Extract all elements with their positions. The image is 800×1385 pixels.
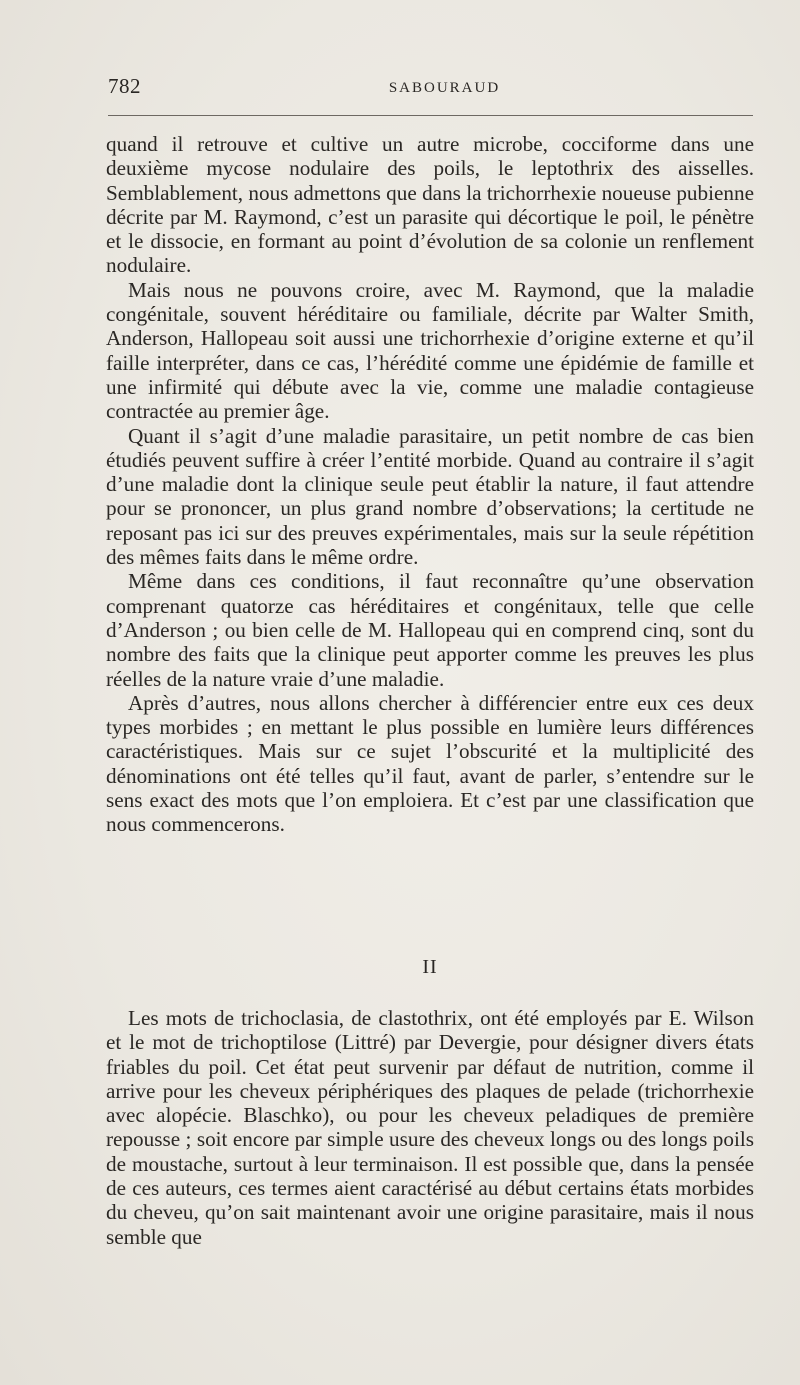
paragraph-2: Mais nous ne pouvons croire, avec M. Raymond, que la maladie congénitale, souvent héréditaire ou familiale, décrite par Walter Smith, Anderson, Hallopeau soit aussi une trichorrhexie d’origine externe et qu’il faille interpréter, dans ce cas, l’hérédité comme une épidémie de famille et une infirmité qui débute avec la vie, comme une maladie contagieuse contractée au premier âge. <box>106 277 754 424</box>
running-head: SABOURAUD <box>388 80 501 96</box>
text-block-before-section <box>106 132 754 837</box>
section-heading: II <box>422 956 438 978</box>
header-rule <box>108 115 753 116</box>
page-number: 782 <box>108 74 141 98</box>
paragraph-3: Quant il s’agit d’une maladie parasitaire, un petit nombre de cas bien étudiés peuvent suffire à créer l’entité morbide. Quand au contraire il s’agit d’une maladie dont la clinique seule peut établir la nature, il faut attendre pour se prononcer, un plus grand nombre d’observations; la certitude ne reposant pas ici sur des preuves expérimentales, mais sur la seule répétition des mêmes faits dans le même ordre. <box>106 423 754 570</box>
text-block-after-section <box>106 1006 754 1249</box>
paragraph-4: Même dans ces conditions, il faut reconnaître qu’une observation comprenant quatorze cas héréditaires et congénitaux, telle que celle d’Anderson ; ou bien celle de M. Hallopeau qui en comprend cinq, sont du nombre des faits que la clinique peut apporter comme les preuves les plus réelles de la nature vraie d’une maladie. <box>106 569 754 691</box>
paragraph-1: quand il retrouve et cultive un autre microbe, cocciforme dans une deuxième mycose nodulaire des poils, le leptothrix des aisselles. Semblablement, nous admettons que dans la trichorrhexie noueuse pubienne décrite par M. Raymond, c’est un parasite qui décortique le poil, le pénètre et le dissocie, en formant au point d’évolution de sa colonie un renflement nodulaire. <box>106 132 754 278</box>
page-header <box>108 74 753 102</box>
paragraph-5: Après d’autres, nous allons chercher à différencier entre eux ces deux types morbides ; en mettant le plus possible en lumière leurs différences caractéristiques. Mais sur ce sujet l’obscurité et la multiplicité des dénominations ont été telles qu’il faut, avant de parler, s’entendre sur le sens exact des mots que l’on emploiera. Et c’est par une classification que nous commencerons. <box>106 690 754 837</box>
paragraph-6: Les mots de trichoclasia, de clastothrix, ont été employés par E. Wilson et le mot de trichoptilose (Littré) par Devergie, pour désigner divers états friables du poil. Cet état peut survenir par défaut de nutrition, comme il arrive pour les cheveux périphériques des plaques de pelade (trichorrhexie avec alopécie. Blaschko), ou pour les cheveux peladiques de première repousse ; soit encore par simple usure des cheveux longs ou des longs poils de moustache, surtout à leur terminaison. Il est possible que, dans la pensée de ces auteurs, ces termes aient caractérisé au début certains états morbides du cheveu, qu’on sait maintenant avoir une origine parasitaire, mais il nous semble que <box>106 1006 754 1249</box>
